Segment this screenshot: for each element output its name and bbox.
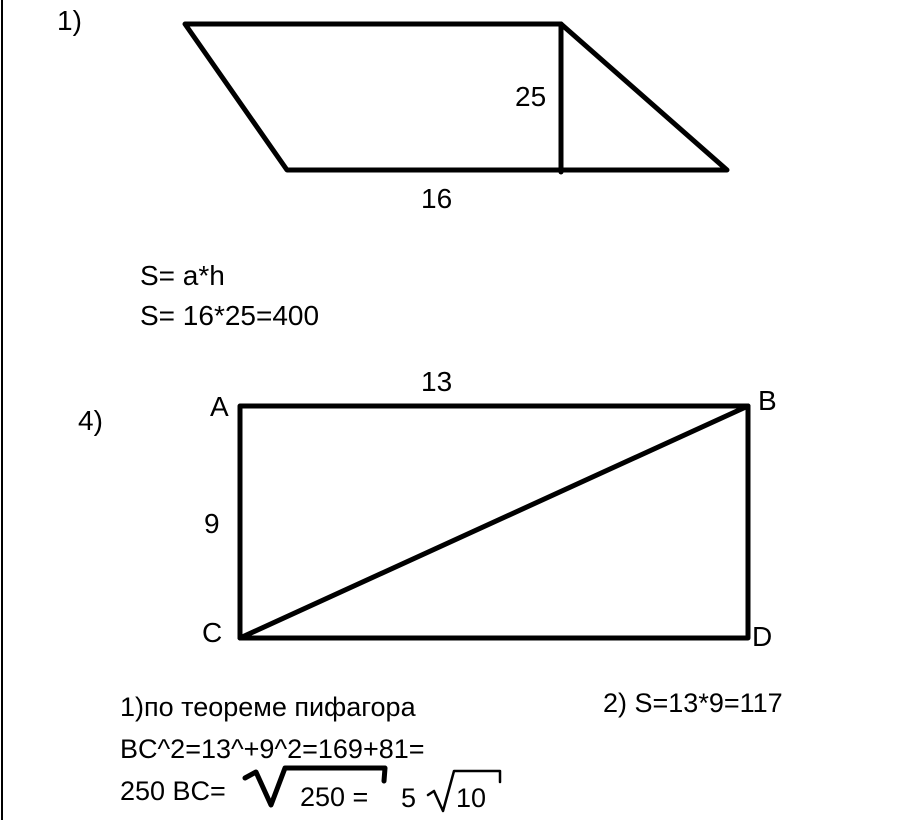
- height-label: 25: [515, 81, 547, 112]
- solution-line-3: 250 BC=: [120, 776, 226, 806]
- area-formula: S= a*h: [140, 260, 225, 291]
- radicand-250: 250 =: [300, 782, 369, 812]
- radicand-10: 10: [456, 783, 487, 813]
- problem1-number: 1): [57, 5, 82, 36]
- vertex-b-label: B: [758, 385, 777, 416]
- vertex-c-label: C: [202, 617, 223, 648]
- vertex-a-label: A: [210, 391, 229, 422]
- rectangle-area: 2) S=13*9=117: [603, 688, 783, 718]
- solution-line-1: 1)по теореме пифагора: [120, 692, 416, 722]
- rectangle: [240, 406, 748, 638]
- area-calculation: S= 16*25=400: [140, 300, 320, 331]
- vertex-d-label: D: [752, 621, 773, 652]
- side-ab-label: 13: [421, 366, 453, 397]
- coefficient-5: 5: [401, 783, 417, 813]
- diagonal-bc: [240, 406, 748, 638]
- parallelogram-outline: [185, 24, 727, 170]
- base-label: 16: [421, 183, 453, 214]
- solution-line-2: BC^2=13^+9^2=169+81=: [120, 734, 425, 764]
- side-ac-label: 9: [204, 508, 220, 539]
- parallelogram: [185, 24, 727, 172]
- problem4-number: 4): [78, 405, 103, 436]
